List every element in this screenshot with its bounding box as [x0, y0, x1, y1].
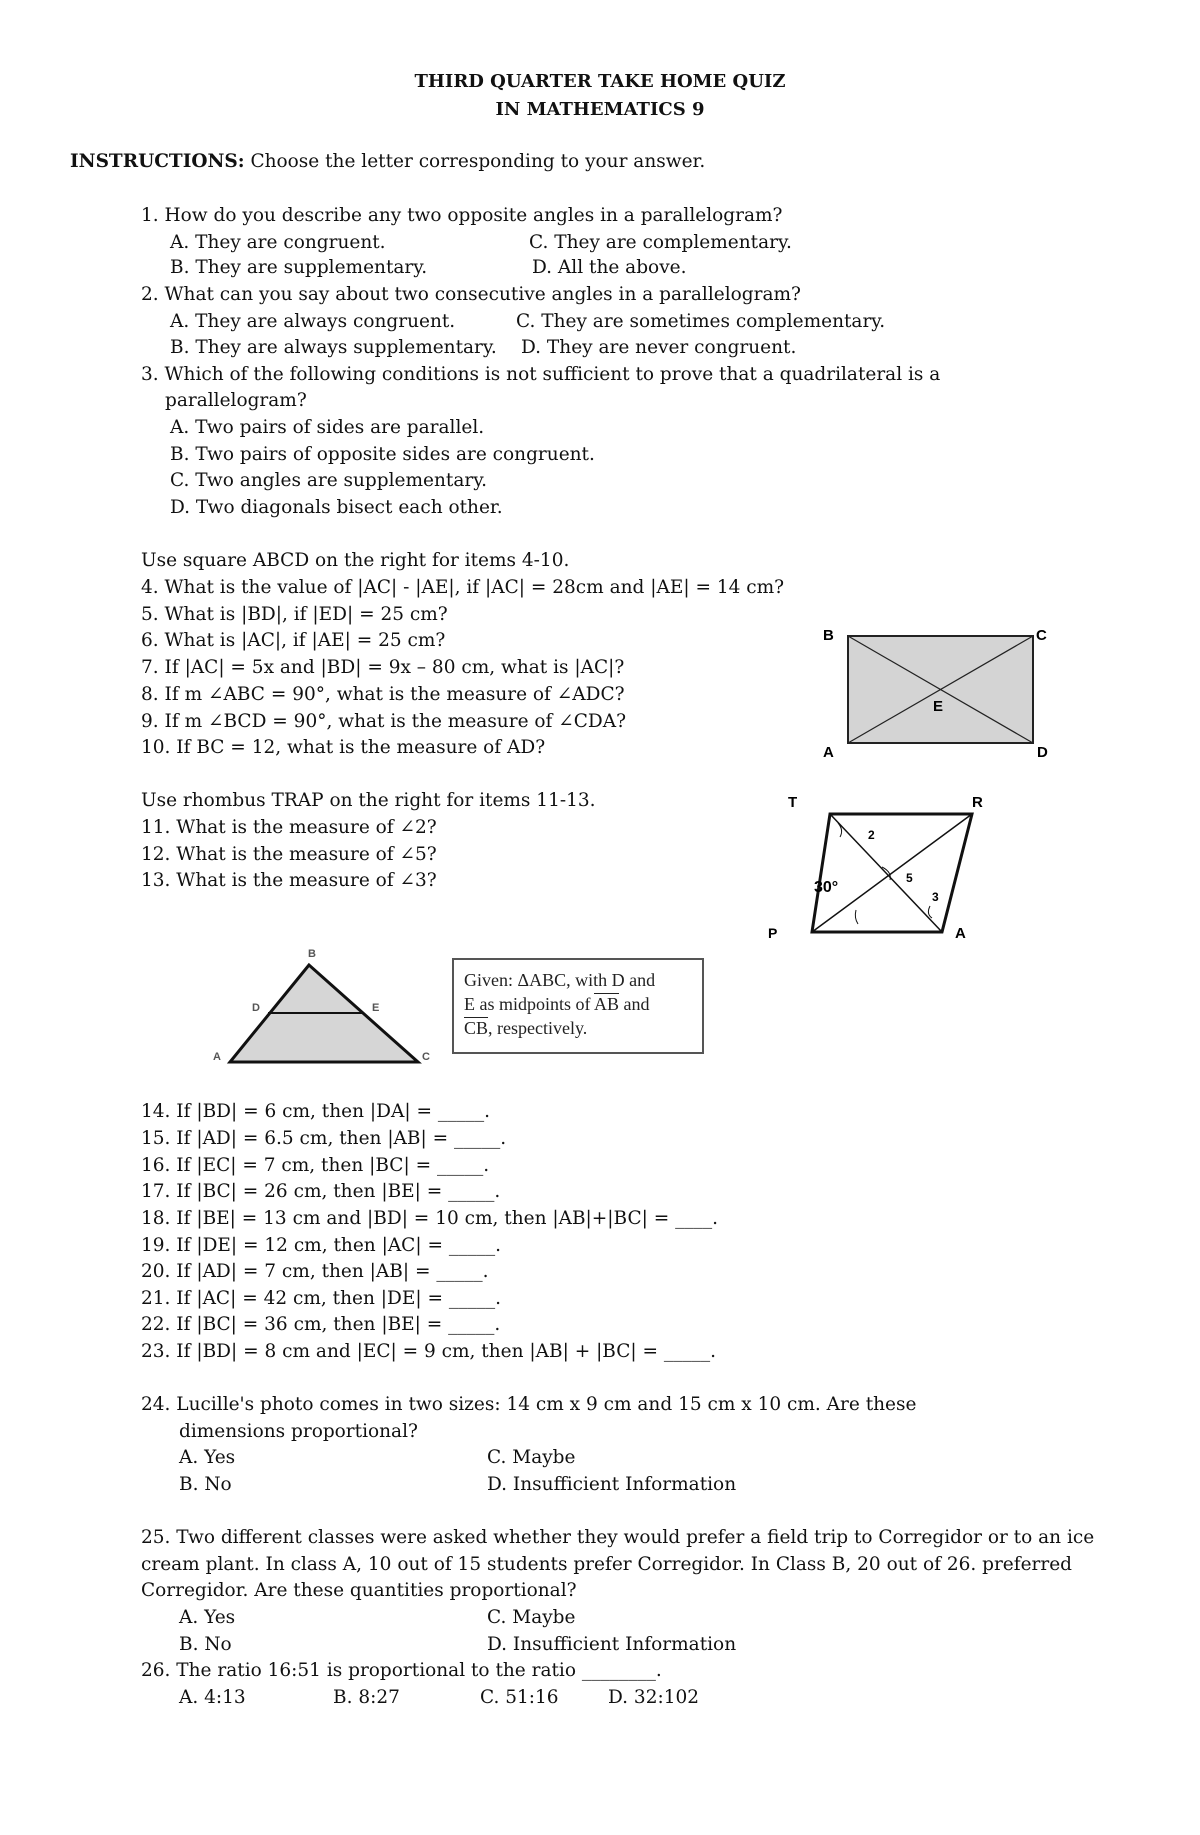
q26-choice-b: B. 8:27: [333, 1687, 400, 1708]
given-line-2: [464, 992, 692, 1016]
q2-choice-a: A. They are always congruent.: [170, 311, 456, 332]
item-13: 13. What is the measure of ∠3?: [141, 870, 437, 891]
instructions: [70, 151, 705, 173]
label-r: R: [972, 794, 983, 811]
label-d: D: [252, 1002, 260, 1014]
square-abcd-figure: [815, 620, 1055, 760]
item-16: 16. If |EC| = 7 cm, then |BC| = _____.: [141, 1155, 490, 1176]
item-21: 21. If |AC| = 42 cm, then |DE| = _____.: [141, 1288, 501, 1309]
rhombus-trap-figure: [760, 790, 1000, 945]
item-6: 6. What is |AC|, if |AE| = 25 cm?: [141, 630, 446, 651]
q24-choice-c: C. Maybe: [487, 1447, 576, 1468]
given-box: [452, 958, 704, 1054]
q1-choice-b: B. They are supplementary.: [170, 257, 428, 278]
q24-choice-d: D. Insufficient Information: [487, 1474, 737, 1495]
label-30-degrees: 30°: [814, 879, 839, 896]
item-15: 15. If |AD| = 6.5 cm, then |AB| = _____.: [141, 1128, 507, 1149]
instructions-label: INSTRUCTIONS:: [70, 151, 245, 172]
rhombus-intro: Use rhombus TRAP on the right for items 11-13.: [141, 790, 596, 811]
title-line-1: THIRD QUARTER TAKE HOME QUIZ: [414, 71, 786, 92]
q3-choice-c: C. Two angles are supplementary.: [170, 470, 488, 491]
q3-choice-a: A. Two pairs of sides are parallel.: [170, 417, 485, 438]
label-a: A: [955, 925, 966, 942]
q3-choice-d: D. Two diagonals bisect each other.: [170, 497, 503, 518]
label-c: C: [422, 1051, 430, 1063]
label-a: A: [823, 744, 834, 760]
item-20: 20. If |AD| = 7 cm, then |AB| = _____.: [141, 1261, 489, 1282]
given-line-3-text: , respectively.: [488, 1018, 588, 1038]
q25-choice-a: A. Yes: [179, 1607, 236, 1628]
q1-choice-c: C. They are complementary.: [529, 232, 792, 253]
label-e: E: [372, 1002, 380, 1014]
square-intro: Use square ABCD on the right for items 4-10.: [141, 550, 570, 571]
label-angle-3: 3: [932, 890, 939, 904]
item-12: 12. What is the measure of ∠5?: [141, 844, 437, 865]
item-14: 14. If |BD| = 6 cm, then |DA| = _____.: [141, 1101, 490, 1122]
q1-choice-d: D. All the above.: [532, 257, 687, 278]
item-22: 22. If |BC| = 36 cm, then |BE| = _____.: [141, 1314, 501, 1335]
q25-choice-d: D. Insufficient Information: [487, 1634, 737, 1655]
label-angle-2: 2: [868, 828, 875, 842]
q25-choice-c: C. Maybe: [487, 1607, 576, 1628]
given-line-3: [464, 1016, 692, 1040]
q26-choice-c: C. 51:16: [480, 1687, 559, 1708]
item-8: 8. If m ∠ABC = 90°, what is the measure of ∠ADC?: [141, 684, 625, 705]
title-line-2: IN MATHEMATICS 9: [495, 99, 705, 120]
item-18: 18. If |BE| = 13 cm and |BD| = 10 cm, then |AB|+|BC| = ____.: [141, 1208, 718, 1229]
instructions-text: Choose the letter corresponding to your answer.: [244, 151, 706, 172]
item-11: 11. What is the measure of ∠2?: [141, 817, 437, 838]
label-angle-5: 5: [906, 871, 913, 885]
label-c: C: [1036, 627, 1047, 644]
triangle-abc-figure: [205, 945, 445, 1065]
q25-stem-line-2: cream plant. In class A, 10 out of 15 students prefer Corregidor. In Class B, 20 out of 26. preferred: [141, 1554, 1073, 1575]
item-4: 4. What is the value of |AC| - |AE|, if |AC| = 28cm and |AE| = 14 cm?: [141, 577, 785, 598]
q2-choice-d: D. They are never congruent.: [521, 337, 797, 358]
label-d: D: [1037, 744, 1048, 760]
q26-stem: 26. The ratio 16:51 is proportional to the ratio ________.: [141, 1660, 662, 1681]
q3-stem-line-1: 3. Which of the following conditions is not sufficient to prove that a quadrilateral is a: [141, 364, 941, 385]
q24-choice-b: B. No: [179, 1474, 232, 1495]
item-9: 9. If m ∠BCD = 90°, what is the measure of ∠CDA?: [141, 711, 627, 732]
item-10: 10. If BC = 12, what is the measure of AD?: [141, 737, 546, 758]
label-t: T: [788, 794, 798, 811]
given-line-1: Given: ΔABC, with D and: [464, 970, 656, 990]
q2-choice-c: C. They are sometimes complementary.: [516, 311, 886, 332]
q2-choice-b: B. They are always supplementary.: [170, 337, 497, 358]
label-b: B: [823, 627, 834, 644]
segment-cb: $\overline{CB}$: [464, 1018, 489, 1038]
label-e: E: [933, 698, 944, 715]
q3-choice-b: B. Two pairs of opposite sides are congruent.: [170, 444, 595, 465]
q1-stem: 1. How do you describe any two opposite angles in a parallelogram?: [141, 205, 783, 226]
q25-stem-line-1: 25. Two different classes were asked whether they would prefer a field trip to Corregidor or to an ice: [141, 1527, 1095, 1548]
item-19: 19. If |DE| = 12 cm, then |AC| = _____.: [141, 1235, 501, 1256]
q26-choice-d: D. 32:102: [608, 1687, 700, 1708]
label-a: A: [213, 1051, 221, 1063]
q24-stem-line-1: 24. Lucille's photo comes in two sizes: 14 cm x 9 cm and 15 cm x 10 cm. Are these: [141, 1394, 917, 1415]
segment-ab: $\overline{AB}$: [594, 994, 620, 1014]
item-23: 23. If |BD| = 8 cm and |EC| = 9 cm, then |AB| + |BC| = _____.: [141, 1341, 717, 1362]
q25-stem-line-3: Corregidor. Are these quantities proportional?: [141, 1580, 577, 1601]
q24-choice-a: A. Yes: [179, 1447, 236, 1468]
q3-stem-line-2: parallelogram?: [165, 390, 307, 411]
q24-stem-line-2: dimensions proportional?: [179, 1421, 418, 1442]
given-line-2-text: E as midpoints of: [464, 994, 594, 1014]
q26-choice-a: A. 4:13: [179, 1687, 246, 1708]
label-p: P: [768, 925, 778, 941]
item-17: 17. If |BC| = 26 cm, then |BE| = _____.: [141, 1181, 501, 1202]
label-b: B: [308, 948, 316, 960]
q1-choice-a: A. They are congruent.: [170, 232, 386, 253]
q25-choice-b: B. No: [179, 1634, 232, 1655]
item-5: 5. What is |BD|, if |ED| = 25 cm?: [141, 604, 448, 625]
item-7: 7. If |AC| = 5x and |BD| = 9x – 80 cm, what is |AC|?: [141, 657, 625, 678]
given-line-2-end: and: [619, 994, 650, 1014]
q2-stem: 2. What can you say about two consecutive angles in a parallelogram?: [141, 284, 801, 305]
